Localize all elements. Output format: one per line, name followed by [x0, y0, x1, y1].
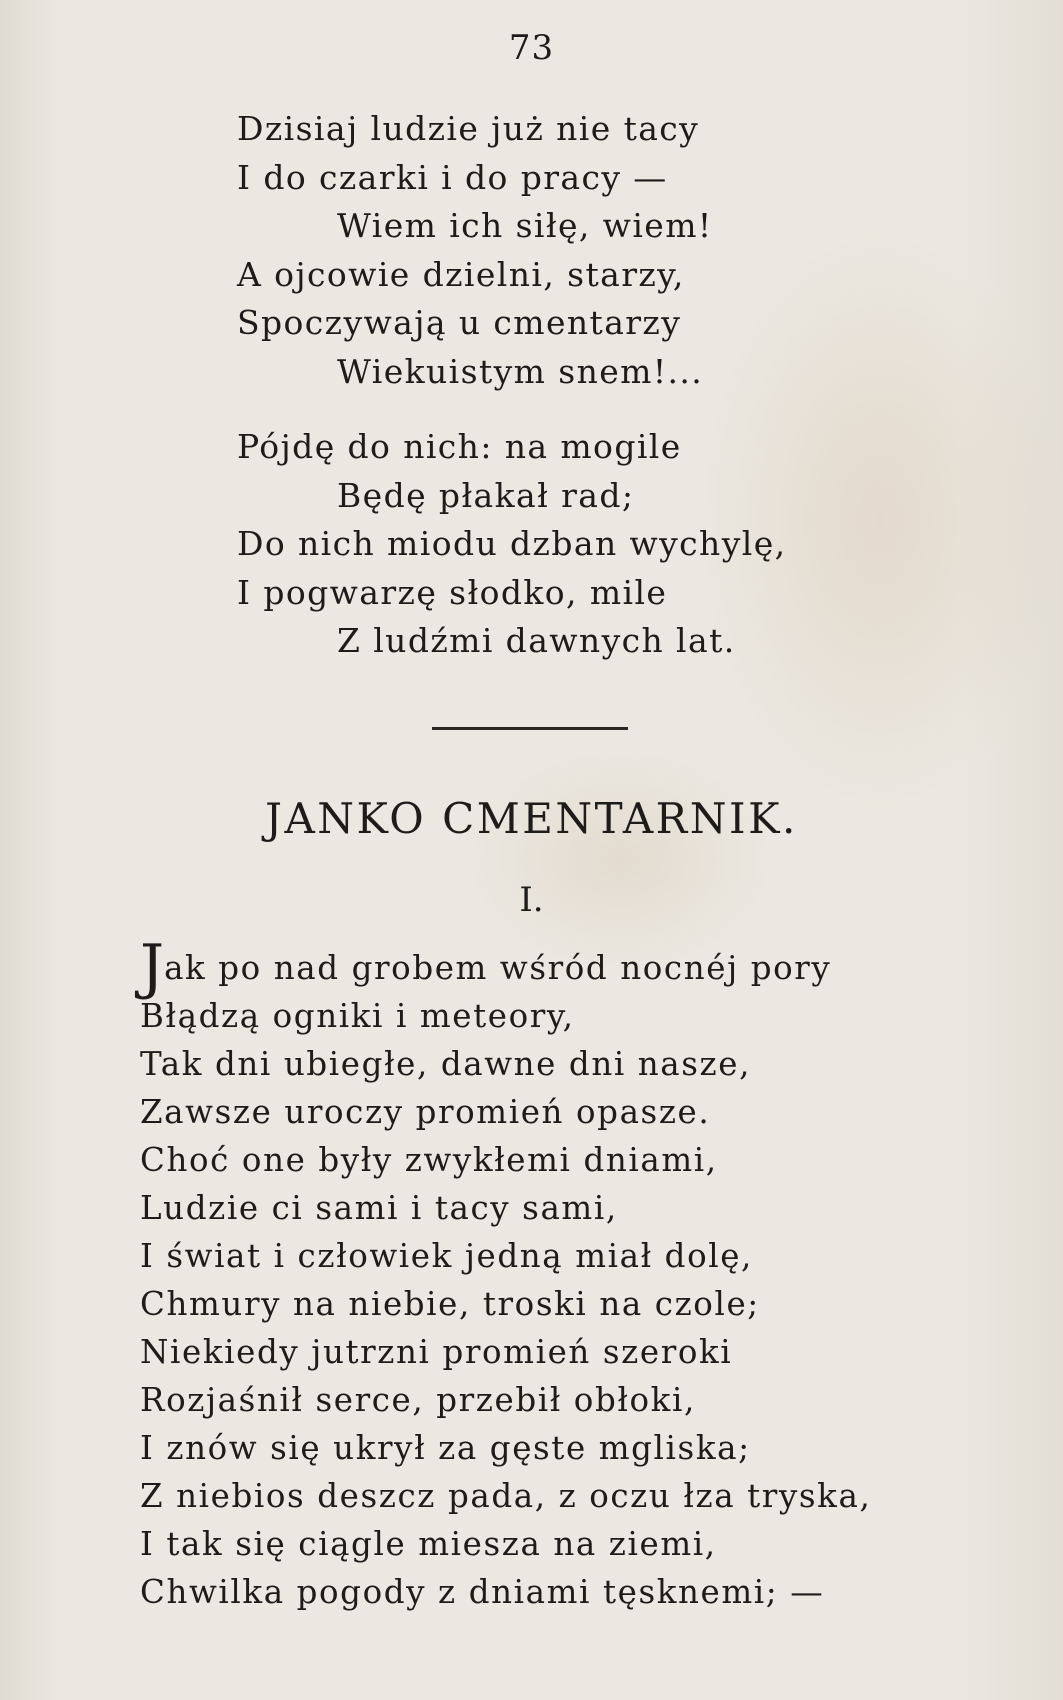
verse-line: Rozjaśnił serce, przebił obłoki, — [140, 1381, 696, 1419]
verse-line: I tak się ciągle miesza na ziemi, — [140, 1525, 717, 1563]
verse-line: Do nich miodu dzban wychylę, — [237, 524, 787, 563]
verse-line: Będę płakał rad; — [337, 475, 635, 515]
poem-title: JANKO CMENTARNIK. — [265, 794, 798, 843]
verse-line: Spoczywają u cmentarzy — [237, 303, 682, 342]
verse-line: Dzisiaj ludzie już nie tacy — [237, 109, 700, 148]
verse-line: Chmury na niebie, troski na czole; — [140, 1285, 760, 1323]
verse-line: Wiem ich siłę, wiem! — [337, 206, 713, 245]
verse-line: A ojcowie dzielni, starzy, — [237, 254, 685, 294]
drop-cap: J — [140, 932, 165, 1002]
section-number: I. — [519, 880, 544, 920]
verse-line: Zawsze uroczy promień opasze. — [140, 1093, 711, 1131]
verse-line: Błądzą ogniki i meteory, — [140, 997, 575, 1035]
verse-line: I do czarki i do pracy — — [237, 157, 668, 197]
stanza-1 — [237, 105, 1037, 396]
verse-line: Wiekuistym snem!... — [337, 351, 704, 391]
verse-line: Ludzie ci sami i tacy sami, — [140, 1189, 618, 1227]
first-line-text: ak po nad grobem wśród nocnéj pory — [164, 949, 832, 987]
verse-line: Z ludźmi dawnych lat. — [337, 621, 736, 660]
poem-body — [140, 932, 1040, 1616]
stanza-2 — [237, 423, 1037, 666]
verse-line: Chwilka pogody z dniami tęsknemi; — — [140, 1573, 825, 1611]
verse-line: Z niebios deszcz pada, z oczu łza tryska, — [140, 1477, 872, 1515]
verse-line-first — [140, 932, 1040, 1002]
verse-line: Tak dni ubiegłe, dawne dni nasze, — [140, 1045, 752, 1083]
section-divider — [432, 727, 628, 730]
verse-line: I znów się ukrył za gęste mgliska; — [140, 1429, 751, 1467]
page-number: 73 — [508, 28, 555, 68]
verse-line: I świat i człowiek jedną miał dolę, — [140, 1237, 753, 1275]
verse-line: Choć one były zwykłemi dniami, — [140, 1141, 718, 1179]
verse-line: I pogwarzę słodko, mile — [237, 572, 668, 612]
verse-line: Pójdę do nich: na mogile — [237, 427, 682, 466]
verse-line: Niekiedy jutrzni promień szeroki — [140, 1333, 733, 1371]
